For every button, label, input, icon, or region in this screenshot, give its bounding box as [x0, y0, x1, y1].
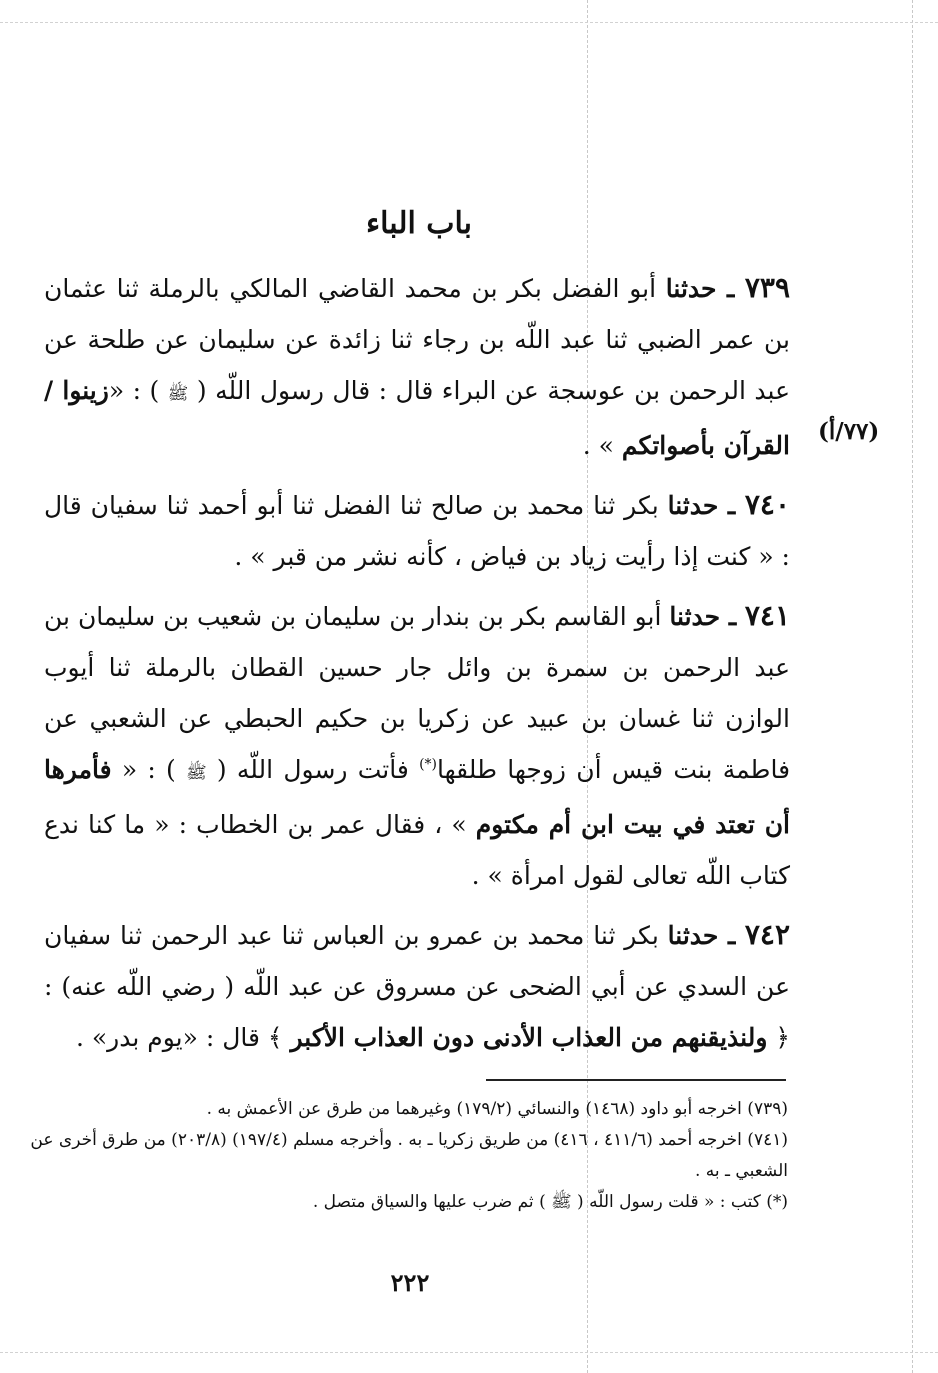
hadith-lead: حدثنا	[667, 491, 719, 520]
hadith-number: ٧٤١	[744, 599, 790, 632]
hadith-text: أبو القاسم بكر بن بندار بن سليمان بن شعيب بن سليمان بن عبد الرحمن بن سمرة بن وائل جار حسين القطان بالرملة ثنا أيوب الوازن ثنا غسان بن عبيد عن زكريا بن حكيم الحبطي عن الشعبي عن فاطمة بنت قيس أن زوجها طلقها	[44, 602, 791, 784]
footnote-separator	[486, 1079, 786, 1081]
hadith-lead: حدثنا	[669, 602, 721, 631]
hadith-text: فأتت رسول اللّه (	[206, 755, 420, 784]
salutation-glyph: ﷺ	[167, 384, 189, 404]
hadith-number: ٧٤٠	[744, 488, 790, 521]
footnote: (٧٤١) اخرجه أحمد (٤١١/٦ ، ٤١٦) من طريق زكريا ـ به . وأخرجه مسلم (١٩٧/٤) (٢٠٣/٨) من طرق أخرى عن الشعبي ـ به .	[30, 1130, 788, 1181]
hadith-text: ) : «	[111, 755, 187, 784]
footnote: (*) كتب : « قلت رسول اللّه ( ﷺ ) ثم ضرب عليها والسياق متصل .	[312, 1192, 788, 1212]
hadith-number: ٧٤٢	[744, 918, 791, 951]
hadith-text: بكر ثنا محمد بن صالح ثنا الفضل ثنا أبو أحمد ثنا سفيان قال : « كنت إذا رأيت زياد بن فياض ، كأنه نشر من قبر » .	[44, 491, 790, 571]
hadith-text: ﴾ قال : «يوم بدر» .	[75, 1023, 291, 1052]
hadith-lead: حدثنا	[665, 274, 717, 303]
footnote: (٧٣٩) اخرجه أبو داود (١٤٦٨) والنسائي (١٧٩/٢) وغيرهما من طرق عن الأعمش به .	[206, 1099, 788, 1119]
hadith-quote: فأمرها أن تعتد في بيت ابن أم مكتوم	[44, 755, 790, 839]
hadith-quote: زينوا / القرآن بأصواتكم	[44, 376, 790, 460]
quran-verse: ولنذيقنهم من العذاب الأدنى دون العذاب الأكبر	[290, 1023, 768, 1052]
chapter-heading: باب الباء	[366, 206, 472, 241]
salutation-glyph: ﷺ	[186, 763, 207, 783]
crop-guide-horizontal-top	[0, 22, 938, 23]
hadith-text: » ، فقال عمر بن الخطاب : « ما كنا ندع كتاب اللّه تعالى لقول امرأة » .	[44, 810, 790, 890]
crop-guide-horizontal-bottom	[0, 1352, 938, 1353]
hadith-text: بكر ثنا محمد بن عمرو بن العباس ثنا عبد الرحمن ثنا سفيان عن السدي عن أبي الضحى عن مسروق عن عبد اللّه ( رضي اللّه عنه) : ﴿	[44, 921, 790, 1052]
footnotes	[20, 1094, 788, 1218]
hadith-text: ) : «	[108, 376, 168, 405]
hadith-entry: ٧٣٩ ـ حدثنا أبو الفضل بكر بن محمد القاضي المالكي بالرملة ثنا عثمان بن عمر الضبي ثنا عبد اللّه بن رجاء ثنا زائدة عن سليمان عن طلحة عن عبد الرحمن بن عوسجة عن البراء قال : قال رسول اللّه ( ﷺ ) : «زينوا / القرآن بأصواتكم » .	[44, 271, 790, 460]
hadith-entry: ٧٤٠ ـ حدثنا بكر ثنا محمد بن صالح ثنا الفضل ثنا أبو أحمد ثنا سفيان قال : « كنت إذا رأيت زياد بن فياض ، كأنه نشر من قبر » .	[44, 488, 790, 571]
footnote-marker: (*)	[419, 756, 437, 773]
hadith-lead: حدثنا	[667, 921, 719, 950]
crop-guide-vertical-edge	[912, 0, 913, 1373]
hadith-text: » .	[582, 431, 622, 460]
page-number: ٢٢٢	[390, 1268, 430, 1297]
hadith-text: أبو الفضل بكر بن محمد القاضي المالكي بالرملة ثنا عثمان بن عمر الضبي ثنا عبد اللّه بن رجاء ثنا زائدة عن سليمان عن طلحة عن عبد الرحمن بن عوسجة عن البراء قال : قال رسول اللّه (	[44, 274, 790, 405]
margin-folio-reference: (٧٧/أ)	[818, 418, 880, 445]
hadith-entry: ٧٤٢ ـ حدثنا بكر ثنا محمد بن عمرو بن العباس ثنا عبد الرحمن ثنا سفيان عن السدي عن أبي الضحى عن مسروق عن عبد اللّه ( رضي اللّه عنه) : ﴿ ولنذيقنهم من العذاب الأدنى دون العذاب الأكبر ﴾ قال : «يوم بدر» .	[44, 918, 791, 1052]
hadith-number: ٧٣٩	[744, 271, 790, 304]
hadith-entry: ٧٤١ ـ حدثنا أبو القاسم بكر بن بندار بن سليمان بن شعيب بن سليمان بن عبد الرحمن بن سمرة بن وائل جار حسين القطان بالرملة ثنا أيوب الوازن ثنا غسان بن عبيد عن زكريا بن حكيم الحبطي عن الشعبي عن فاطمة بنت قيس أن زوجها طلقها(*) فأتت رسول اللّه ( ﷺ ) : « فأمرها أن تعتد في بيت ابن أم مكتوم » ، فقال عمر بن الخطاب : « ما كنا ندع كتاب اللّه تعالى لقول امرأة » .	[44, 599, 791, 890]
hadith-list	[44, 262, 790, 1071]
